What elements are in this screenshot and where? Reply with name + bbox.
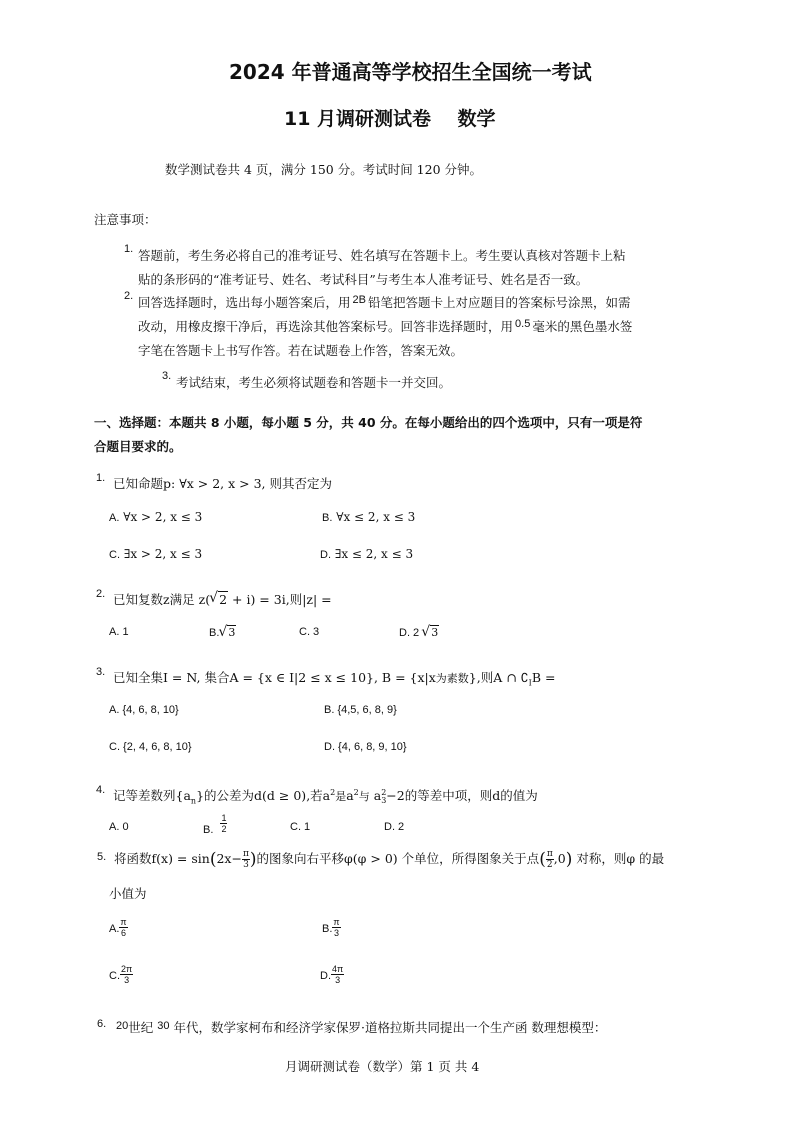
notice-item-3-number: 3. — [162, 370, 172, 382]
notice-item-1-line-1: 答题前，考生务必将自己的准考证号、姓名填写在答题卡上。考生要认真核对答题卡上粘 — [138, 248, 626, 263]
q5-option-d-numerator: 4π — [332, 964, 344, 974]
q1-number: 1. — [96, 472, 106, 484]
notice-item-1-number: 1. — [124, 243, 134, 255]
notice-item-2-pencil: 2B — [352, 294, 366, 306]
q2-sqrt-radicand: 2 — [219, 592, 228, 607]
exam-title: 2024 年普通高等学校招生全国统一考试 — [229, 60, 592, 84]
q5-option-a-fraction — [119, 917, 127, 938]
q1-option-a — [109, 510, 202, 524]
q5-option-b-label: B. — [322, 923, 333, 936]
q1-option-d — [320, 547, 413, 561]
q4-stem-text-a: 记等差数列 — [113, 788, 176, 803]
q4-number: 4. — [96, 784, 106, 796]
q5-option-a — [109, 917, 128, 938]
q6-number: 6. — [97, 1018, 107, 1030]
q4-term-b-sup: 2 — [353, 787, 359, 797]
q4-option-b — [203, 813, 227, 837]
q5-point-zero: ,0 — [553, 851, 566, 866]
q2-option-b-sqrt — [219, 626, 236, 639]
q6-stem-text-d: 年代，数学家柯布和经济学家保罗·道格拉斯共同提出一个生产函 数理想模型： — [173, 1020, 607, 1035]
q1-stem-text-b: , 则其否定为 — [261, 476, 332, 491]
q3-stem — [113, 668, 555, 688]
q1-option-b-label: B. — [322, 512, 333, 524]
section-1-heading-line-2: 合题目要求的。 — [94, 439, 182, 454]
q2-option-d-sqrt — [422, 626, 439, 639]
q4-term-b — [346, 788, 359, 803]
q4-sequence — [175, 788, 205, 806]
q3-option-c: C. {2, 4, 6, 8, 10} — [109, 741, 192, 753]
q4-option-a: A. 0 — [109, 821, 129, 833]
q4-term-a — [323, 788, 336, 803]
q4-term-b-base: a — [346, 788, 354, 803]
q4-option-b-denominator: 2 — [221, 824, 227, 834]
q3-option-d: D. {4, 6, 8, 9, 10} — [324, 741, 407, 753]
q2-stem-text-a: 已知复数 — [113, 592, 164, 607]
q4-difference: d(d ≥ 0) — [254, 788, 307, 803]
q1-option-c — [109, 547, 202, 561]
q4-option-b-numerator: 1 — [221, 813, 227, 823]
q1-option-a-label: A. — [109, 512, 120, 524]
q4-term-c-sub: 3 — [381, 795, 387, 805]
q5-option-b-numerator: π — [333, 917, 340, 927]
notice-item-2-line-2 — [138, 317, 632, 335]
q4-term-c-end: −2 — [386, 788, 405, 803]
q5-point-open: ( — [539, 849, 546, 870]
q2-stem-text-d: ,则 — [285, 592, 303, 607]
q3-set-close: } — [468, 670, 477, 685]
notice-item-2-text-d: 毫米的黑色墨水签 — [532, 319, 633, 334]
q6-decade: 30 — [157, 1020, 170, 1032]
q3-stem-prime: 为素数 — [435, 672, 469, 685]
q2-option-b — [209, 626, 236, 639]
q4-stem-text-d: 是 — [335, 790, 347, 803]
q2-equation-left: z( — [198, 592, 211, 607]
q1-option-b — [322, 510, 415, 524]
q6-stem-text-b: 世纪 — [128, 1020, 154, 1035]
q2-number: 2. — [96, 588, 106, 600]
notice-heading: 注意事项： — [94, 212, 157, 227]
q4-stem — [113, 786, 538, 806]
q5-stem-text-c: 个单位，所得图象关于点 — [401, 851, 540, 866]
page-footer: 月调研测试卷（数学）第 1 页 共 4 — [285, 1059, 480, 1074]
q4-term-c-sup: 2 — [381, 787, 387, 797]
q5-option-b-denominator: 3 — [334, 928, 340, 938]
q3-set-definitions: A = {x ∈ I|2 ≤ x ≤ 10}, B = {x|x — [229, 670, 436, 685]
notice-item-2-line-3: 字笔在答题卡上书写作答。若在试题卷上作答，答案无效。 — [138, 343, 464, 358]
q1-option-a-text: ∀x > 2, x ≤ 3 — [123, 510, 203, 524]
q3-expression — [493, 670, 556, 688]
q5-option-d — [320, 964, 344, 985]
q6-century: 20 — [116, 1020, 129, 1032]
exam-subtitle: 11 月调研测试卷 数学 — [284, 108, 496, 130]
q2-option-a: A. 1 — [109, 626, 129, 638]
q1-stem-text-a: 已知命题 — [113, 476, 164, 491]
q3-stem-text-a: 已知全集 — [113, 670, 164, 685]
q5-function-numerator: π — [242, 849, 249, 859]
q2-option-d-label: D. 2 — [399, 627, 420, 639]
q5-function-arg: 2x− — [216, 851, 242, 866]
q5-stem-text-e: 的最 — [639, 851, 665, 866]
q2-stem — [113, 590, 332, 608]
q5-option-d-label: D. — [320, 970, 331, 983]
notice-item-2-line-1 — [138, 293, 631, 311]
q4-stem-text-f: 的等差中项，则 — [404, 788, 493, 803]
q3-option-a: A. {4, 6, 8, 10} — [109, 704, 179, 716]
q5-paren-close: ) — [249, 849, 257, 870]
q5-function-denominator: 3 — [243, 860, 249, 870]
q2-option-b-label: B. — [209, 627, 220, 639]
q5-stem-text-d: 对称，则 — [576, 851, 627, 866]
q1-option-d-label: D. — [320, 549, 331, 561]
q5-option-d-denominator: 3 — [335, 975, 341, 985]
q5-point-numerator: π — [546, 849, 553, 859]
notice-item-3-text: 考试结束，考生必须将试题卷和答题卡一并交回。 — [176, 375, 452, 390]
q5-option-b — [322, 917, 341, 938]
q2-sqrt — [210, 592, 228, 607]
q3-expression-a: A ∩ ∁ — [493, 670, 529, 685]
notice-item-2-width: 0.5 — [515, 318, 531, 330]
q5-point-close: ) — [565, 849, 573, 870]
q5-point-denominator: 2 — [546, 860, 553, 870]
q4-stem-text-b: 的公差为 — [204, 788, 255, 803]
q1-option-d-text: ∃x ≤ 2, x ≤ 3 — [334, 547, 414, 561]
q5-point-fraction — [546, 849, 554, 870]
q2-option-b-radicand: 3 — [228, 626, 236, 639]
q2-variable: z — [163, 592, 170, 607]
notice-item-1-line-2: 贴的条形码的“准考证号、姓名、考试科目”与考生本人准考证号、姓名是否一致。 — [138, 272, 589, 287]
q2-equation-right: + i) = 3i — [228, 592, 286, 607]
q4-sequence-close: } — [196, 788, 205, 803]
q4-term-a-base: a — [322, 788, 331, 803]
q1-option-c-text: ∃x > 2, x ≤ 3 — [123, 547, 203, 561]
q1-option-b-text: ∀x ≤ 2, x ≤ 3 — [336, 510, 416, 524]
q1-option-c-label: C. — [109, 549, 120, 561]
notice-item-2-text-c: 改动，用橡皮擦干净后，再选涂其他答案标号。回答非选择题时，用 — [138, 319, 514, 334]
q4-option-d: D. 2 — [384, 821, 405, 833]
q4-option-b-label: B. — [203, 824, 214, 837]
q1-proposition: p: ∀x > 2, x > 3 — [163, 476, 262, 491]
q5-option-c-denominator: 3 — [124, 975, 130, 985]
q2-option-c: C. 3 — [299, 626, 320, 638]
q5-number: 5. — [97, 851, 107, 863]
q3-expression-b: B = — [531, 670, 556, 685]
q1-stem — [113, 474, 332, 492]
q3-stem-text-d: ,则 — [476, 670, 494, 685]
q4-term-a-sup: 2 — [330, 787, 336, 797]
q5-option-d-fraction — [331, 964, 344, 985]
notice-item-2-text-b: 铅笔把答题卡上对应题目的答案标号涂黑，如需 — [367, 295, 631, 310]
q4-sequence-a: {a — [175, 788, 191, 803]
q5-shift: φ(φ > 0) — [344, 851, 398, 866]
q5-stem-line-2: 小值为 — [109, 886, 147, 901]
q4-stem-text-e: 与 — [358, 790, 370, 803]
q4-option-b-fraction — [220, 813, 227, 834]
q5-option-a-denominator: 6 — [121, 928, 127, 938]
q2-option-d — [399, 626, 439, 639]
q2-stem-text-b: 满足 — [169, 592, 195, 607]
q5-paren-open: ( — [209, 849, 217, 870]
q5-option-c-label: C. — [109, 970, 120, 983]
q5-stem — [114, 846, 664, 873]
q5-function: f(x) = sin — [151, 851, 210, 866]
q3-number: 3. — [96, 666, 106, 678]
q3-option-b: B. {4,5, 6, 8, 9} — [324, 704, 397, 716]
q4-sequence-sub: n — [190, 796, 197, 806]
q4-option-c: C. 1 — [290, 821, 311, 833]
q2-modulus: |z| = — [302, 592, 332, 607]
q4-term-c-base: a — [373, 788, 382, 803]
q4-term-c — [374, 788, 405, 803]
q5-option-c-numerator: 2π — [121, 964, 133, 974]
q3-stem-text-b: , 集合 — [196, 670, 230, 685]
q2-option-d-radicand: 3 — [431, 626, 439, 639]
notice-item-2-text-a: 回答选择题时，选出每小题答案后，用 — [138, 295, 351, 310]
q5-phi: φ — [626, 851, 636, 866]
q5-option-a-label: A. — [109, 923, 120, 936]
q3-expression-sub: I — [528, 678, 532, 688]
q5-option-c-fraction — [120, 964, 133, 985]
notice-item-2-number: 2. — [124, 290, 134, 302]
q5-stem-text-a: 将函数 — [114, 851, 152, 866]
q4-stem-text-c: ,若 — [306, 788, 323, 803]
q5-function-fraction — [242, 849, 250, 870]
q3-universal-set: I = N — [163, 670, 197, 685]
section-1-heading-line-1: 一、选择题：本题共 8 小题，每小题 5 分，共 40 分。在每小题给出的四个选项中，只有一项是符 — [94, 415, 643, 430]
q6-stem — [116, 1018, 606, 1036]
q5-option-c — [109, 964, 133, 985]
q4-d: d — [492, 788, 501, 803]
intro-text: 数学测试卷共 4 页，满分 150 分。考试时间 120 分钟。 — [165, 162, 483, 177]
q5-stem-text-b: 的图象向右平移 — [256, 851, 345, 866]
q5-option-b-fraction — [332, 917, 340, 938]
q5-option-a-numerator: π — [120, 917, 127, 927]
q4-stem-text-g: 的值为 — [500, 788, 538, 803]
